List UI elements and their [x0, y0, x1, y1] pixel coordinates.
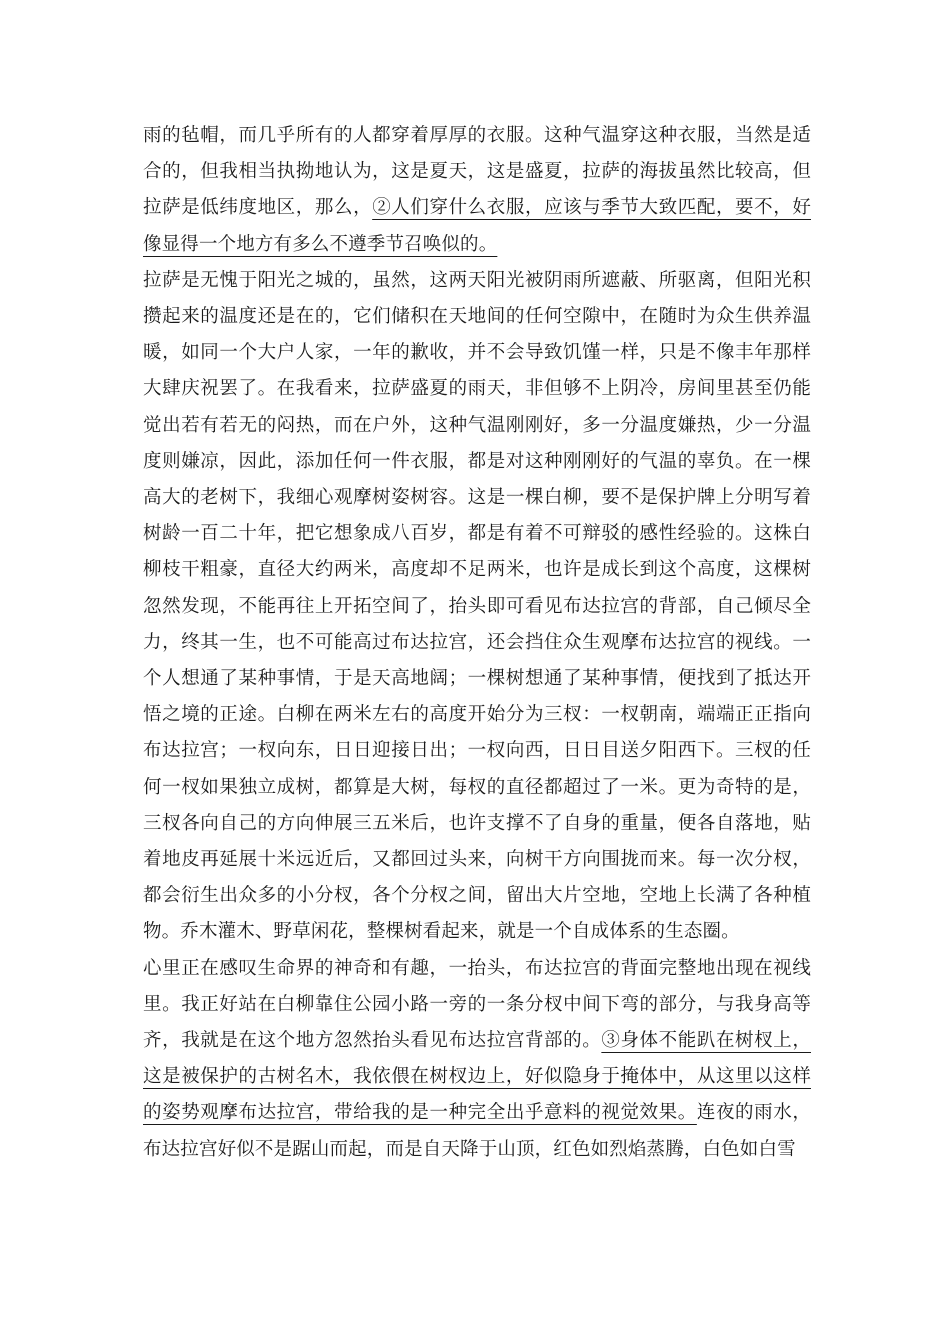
paragraph-2 — [143, 263, 811, 951]
underlined-sentence-2: ②人们穿什么衣服，应该与季节大致匹配，要不，好像显得一个地方有多么不遵季节召唤似的。 — [143, 197, 811, 255]
paragraph-3 — [143, 951, 811, 1168]
paragraph-1 — [143, 118, 811, 263]
paragraph-1-text: 雨的毡帽，而几乎所有的人都穿着厚厚的衣服。这种气温穿这种衣服，当然是适合的，但我相当执拗地认为，这是夏天，这是盛夏，拉萨的海拔虽然比较高，但拉萨是低纬度地区，那么， — [143, 125, 811, 219]
paragraph-2-text: 拉萨是无愧于阳光之城的，虽然，这两天阳光被阴雨所遮蔽、所驱离，但阳光积攒起来的温度还是在的，它们储积在天地间的任何空隙中，在随时为众生供养温暖，如同一个大户人家，一年的歉收，并不会导致饥馑一样，只是不像丰年那样大肆庆祝罢了。在我看来，拉萨盛夏的雨天，非但够不上阴冷，房间里甚至仍能觉出若有若无的闷热，而在户外，这种气温刚刚好，多一分温度嫌热，少一分温度则嫌凉，因此，添加任何一件衣服，都是对这种刚刚好的气温的辜负。在一棵高大的老树下，我细心观摩树姿树容。这是一棵白柳，要不是保护牌上分明写着树龄一百二十年，把它想象成八百岁，都是有着不可辩驳的感性经验的。这株白柳枝干粗豪，直径大约两米，高度却不足两米，也许是成长到这个高度，这棵树忽然发现，不能再往上开拓空间了，抬头即可看见布达拉宫的背部，自己倾尽全力，终其一生，也不可能高过布达拉宫，还会挡住众生观摩布达拉宫的视线。一个人想通了某种事情，于是天高地阔；一棵树想通了某种事情，便找到了抵达开悟之境的正途。白柳在两米左右的高度开始分为三杈：一杈朝南，端端正正指向布达拉宫；一杈向东，日日迎接日出；一杈向西，日日目送夕阳西下。三杈的任何一杈如果独立成树，都算是大树，每杈的直径都超过了一米。更为奇特的是，三杈各向自己的方向伸展三五米后，也许支撑不了自身的重量，便各自落地，贴着地皮再延展十米远近后，又都回过头来，向树干方向围拢而来。每一次分杈，都会衍生出众多的小分杈，各个分杈之间，留出大片空地，空地上长满了各种植物。乔木灌木、野草闲花，整棵树看起来，就是一个自成体系的生态圈。 — [143, 269, 811, 943]
document-page — [143, 118, 811, 1168]
paragraph-3-text-start: 心里正在感叹生命界的神奇和有趣，一抬头，布达拉宫的背面完整地出现在视线里。我正好站在白柳靠住公园小路一旁的一条分杈中间下弯的部分，与我身高等齐，我就是在这个地方忽然抬头看见布达拉宫背部的。 — [143, 957, 811, 1052]
underlined-sentence-3: ③身体不能趴在树杈上，这是被保护的古树名木，我依偎在树杈边上，好似隐身于掩体中，从这里以这样的姿势观摩布达拉宫，带给我的是一种完全出乎意料的视觉效果。 — [143, 1030, 811, 1124]
paragraph-3-text-end: 连夜的雨水，布达拉宫好似不是踞山而起，而是自天降于山顶，红色如烈焰蒸腾，白色如白雪 — [143, 1102, 812, 1160]
